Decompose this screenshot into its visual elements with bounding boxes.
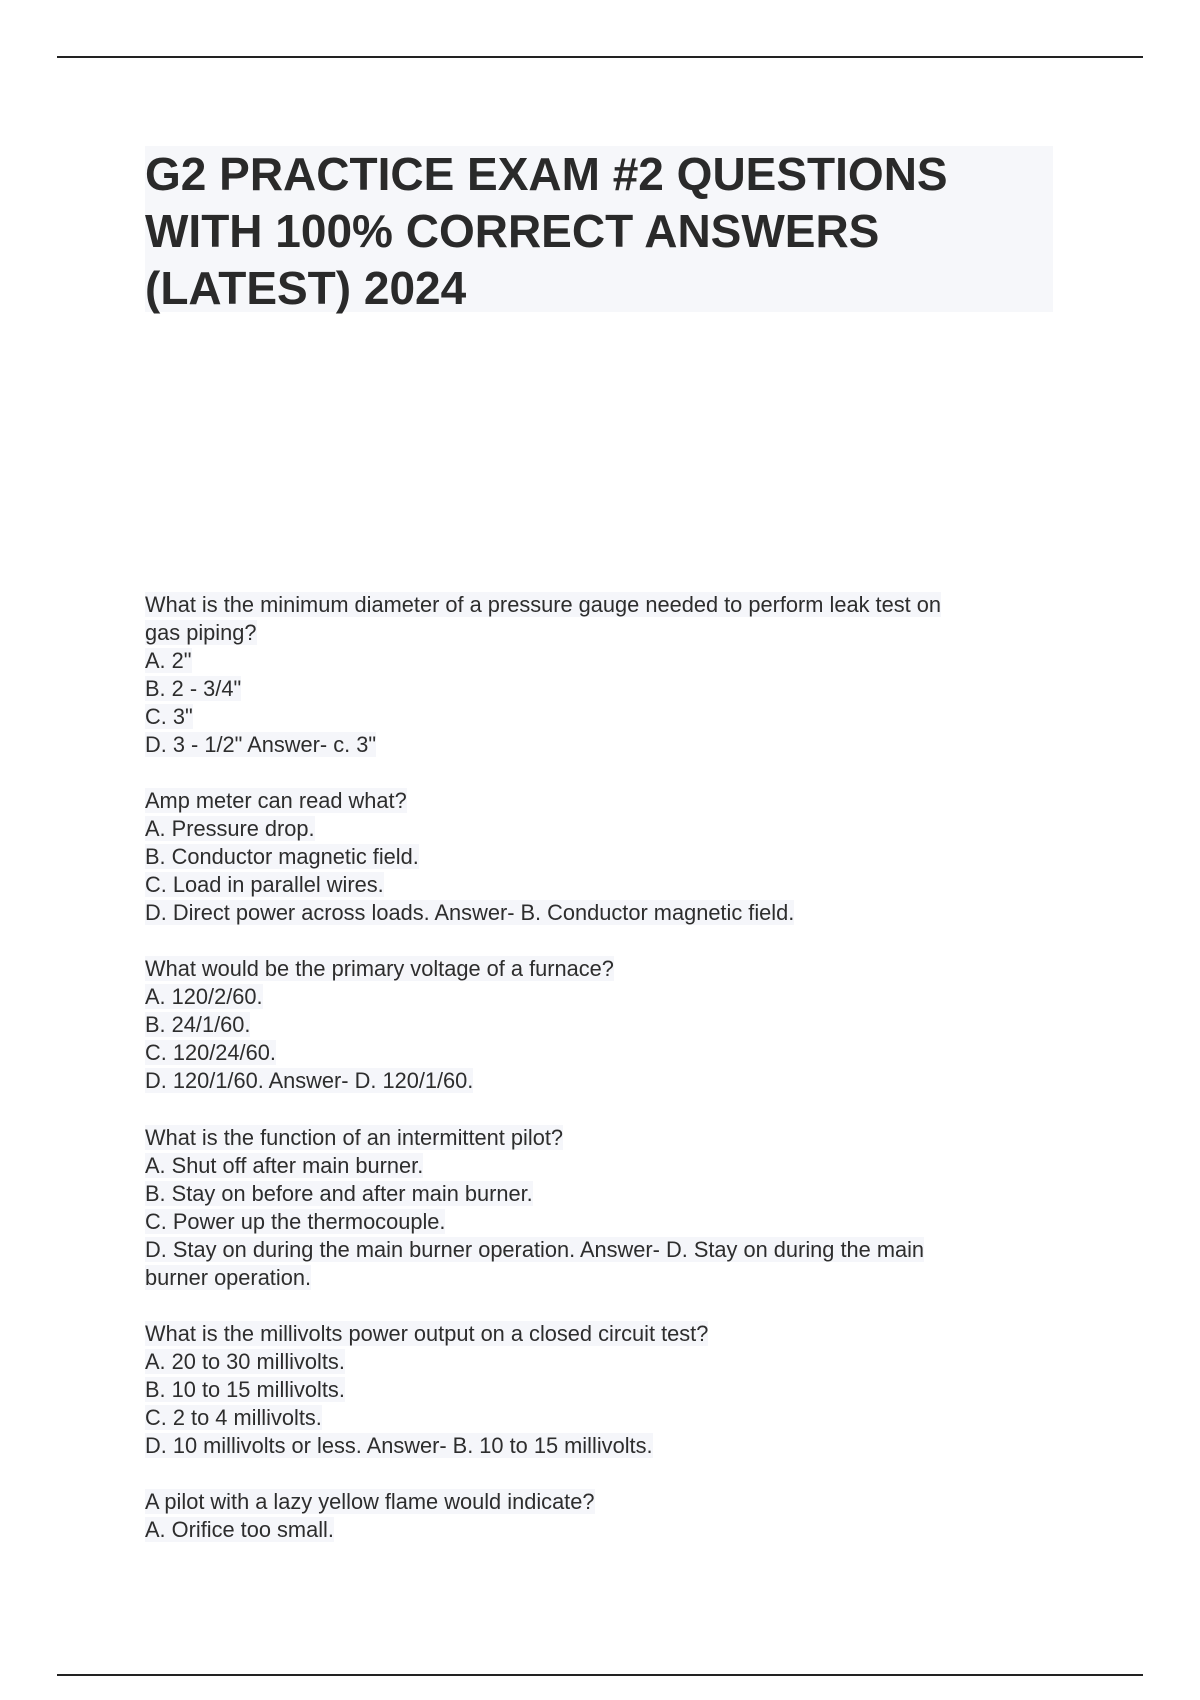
question-text: Amp meter can read what? <box>145 788 407 813</box>
answer-option: D. 120/1/60. Answer- D. 120/1/60. <box>145 1068 474 1093</box>
answer-option: B. Conductor magnetic field. <box>145 844 419 869</box>
bottom-rule <box>57 1674 1143 1676</box>
question-text: A pilot with a lazy yellow flame would indicate? <box>145 1489 595 1514</box>
answer-option: D. Stay on during the main burner operation. Answer- D. Stay on during the main <box>145 1237 925 1262</box>
question-block <box>145 591 1045 759</box>
answer-option: D. Direct power across loads. Answer- B. Conductor magnetic field. <box>145 900 795 925</box>
document-title <box>145 146 948 317</box>
question-text: What is the millivolts power output on a closed circuit test? <box>145 1321 709 1346</box>
question-text: gas piping? <box>145 620 257 645</box>
question-block <box>145 1488 1045 1544</box>
question-text: What would be the primary voltage of a furnace? <box>145 956 614 981</box>
question-block <box>145 1124 1045 1292</box>
answer-option: A. 120/2/60. <box>145 984 263 1009</box>
answer-option: A. Orifice too small. <box>145 1517 334 1542</box>
question-block <box>145 787 1045 927</box>
answer-option: D. 10 millivolts or less. Answer- B. 10 to 15 millivolts. <box>145 1433 653 1458</box>
answer-option: A. Shut off after main burner. <box>145 1153 424 1178</box>
answer-option: C. Load in parallel wires. <box>145 872 384 897</box>
answer-option: C. 3" <box>145 704 193 729</box>
answer-option: burner operation. <box>145 1265 312 1290</box>
title-line: (LATEST) 2024 <box>145 262 467 314</box>
question-text: What is the minimum diameter of a pressure gauge needed to perform leak test on <box>145 592 941 617</box>
answer-option: B. 24/1/60. <box>145 1012 251 1037</box>
title-block <box>145 146 1053 312</box>
answer-option: C. Power up the thermocouple. <box>145 1209 446 1234</box>
answer-option: A. 2" <box>145 648 192 673</box>
top-rule <box>57 56 1143 58</box>
answer-option: B. 2 - 3/4" <box>145 676 242 701</box>
answer-option: B. 10 to 15 millivolts. <box>145 1377 345 1402</box>
answer-option: C. 2 to 4 millivolts. <box>145 1405 322 1430</box>
answer-option: A. 20 to 30 millivolts. <box>145 1349 345 1374</box>
question-block <box>145 1320 1045 1460</box>
title-line: G2 PRACTICE EXAM #2 QUESTIONS <box>145 148 948 200</box>
answer-option: C. 120/24/60. <box>145 1040 276 1065</box>
question-block <box>145 955 1045 1095</box>
question-text: What is the function of an intermittent pilot? <box>145 1125 563 1150</box>
answer-option: D. 3 - 1/2" Answer- c. 3" <box>145 732 377 757</box>
answer-option: B. Stay on before and after main burner. <box>145 1181 533 1206</box>
answer-option: A. Pressure drop. <box>145 816 315 841</box>
title-line: WITH 100% CORRECT ANSWERS <box>145 205 880 257</box>
questions-list <box>145 591 1045 1572</box>
